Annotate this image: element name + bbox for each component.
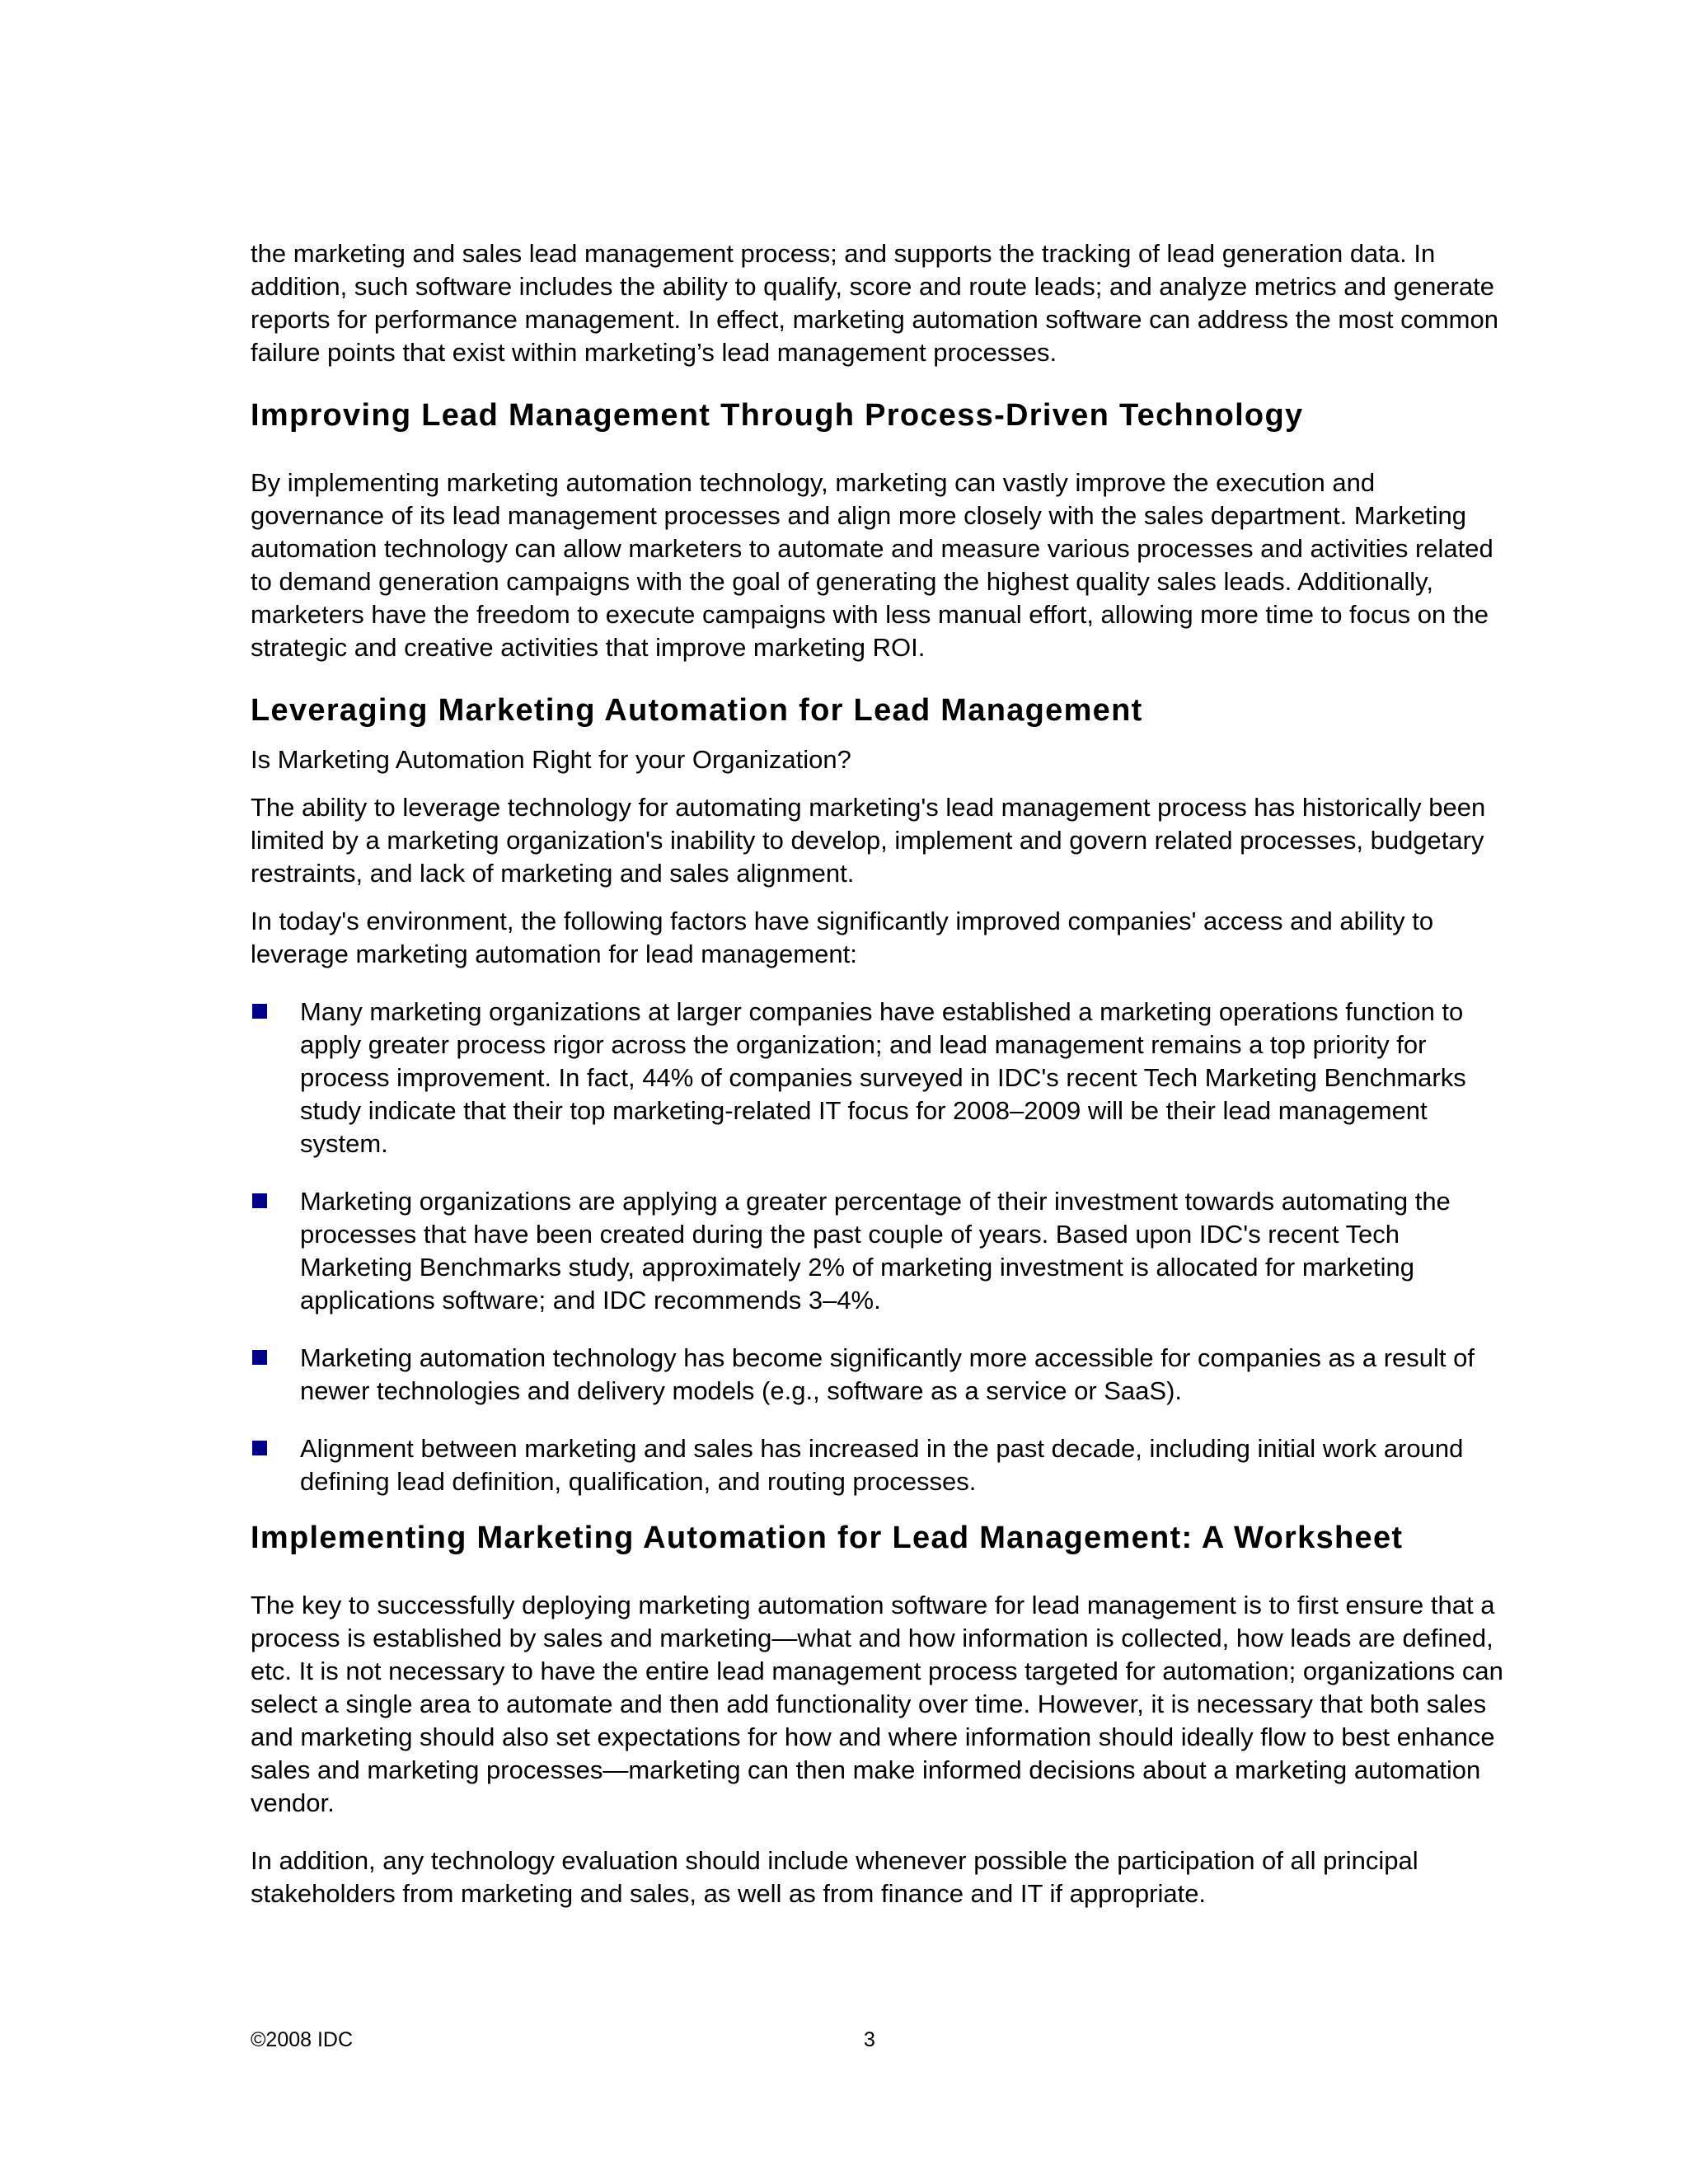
square-bullet-icon xyxy=(252,1350,267,1365)
square-bullet-icon xyxy=(252,1004,267,1019)
section-heading-improving: Improving Lead Management Through Process-Driven Technology xyxy=(251,398,1304,433)
bullet-text: Marketing automation technology has become significantly more accessible for companies as a result of newer technologies and delivery models (e.g., software as a service or SaaS). xyxy=(300,1343,1475,1405)
list-item xyxy=(251,1432,1503,1498)
list-item xyxy=(251,1342,1503,1408)
list-item xyxy=(251,996,1503,1160)
square-bullet-icon xyxy=(252,1193,267,1208)
ability-paragraph: The ability to leverage technology for automating marketing's lead management process has historically been limited by a marketing organization's inability to develop, implement and govern related processes, budgetary restraints, and lack of marketing and sales alignment. xyxy=(251,793,1486,888)
key-paragraph: The key to successfully deploying marketing automation software for lead management is to first ensure that a process is established by sales and marketing—what and how information is collected, how leads are defined, etc. It is not necessary to have the entire lead management process targeted for automation; organizations can select a single area to automate and then add functionality over time. However, it is necessary that both sales and marketing should also set expectations for how and where information should ideally flow to best enhance sales and marketing processes—marketing can then make informed decisions about a marketing automation vendor. xyxy=(251,1591,1503,1817)
intro-paragraph: the marketing and sales lead management process; and supports the tracking of lead generation data. In addition, such software includes the ability to qualify, score and route leads; and analyze metrics and generate reports for performance management. In effect, marketing automation software can address the most common failure points that exist within marketing’s lead management processes. xyxy=(251,239,1498,367)
square-bullet-icon xyxy=(252,1441,267,1455)
factors-paragraph: In today's environment, the following factors have significantly improved companies' access and ability to leverage marketing automation for lead management: xyxy=(251,907,1434,968)
bullet-text: Many marketing organizations at larger companies have established a marketing operations function to apply greater process rigor across the organization; and lead management remains a top priority for process improvement. In fact, 44% of companies surveyed in IDC's recent Tech Marketing Benchmarks study indicate that their top marketing-related IT focus for 2008–2009 will be their lead management system. xyxy=(300,997,1466,1158)
improving-paragraph: By implementing marketing automation technology, marketing can vastly improve the execution and governance of its lead management processes and align more closely with the sales department. Marketing automation technology can allow marketers to automate and measure various processes and activities related to demand generation campaigns with the goal of generating the highest quality sales leads. Additionally, marketers have the freedom to execute campaigns with less manual effort, allowing more time to focus on the strategic and creative activities that improve marketing ROI. xyxy=(251,468,1493,662)
section-heading-leveraging: Leveraging Marketing Automation for Lead Management xyxy=(251,693,1143,728)
footer-copyright: ©2008 IDC xyxy=(251,2028,354,2051)
footer-page-number: 3 xyxy=(864,2028,875,2051)
document-page xyxy=(251,237,1503,1910)
factors-bullet-list xyxy=(251,996,1503,1498)
bullet-text: Marketing organizations are applying a greater percentage of their investment towards automating the processes that have been created during the past couple of years. Based upon IDC's recent Tech Marketing Benchmarks study, approximately 2% of marketing investment is allocated for marketing applications software; and IDC recommends 3–4%. xyxy=(300,1187,1451,1315)
section-heading-implementing: Implementing Marketing Automation for Lead Management: A Worksheet xyxy=(251,1521,1404,1555)
list-item xyxy=(251,1185,1503,1317)
question-paragraph: Is Marketing Automation Right for your Organization? xyxy=(251,745,851,774)
bullet-text: Alignment between marketing and sales has increased in the past decade, including initial work around defining lead definition, qualification, and routing processes. xyxy=(300,1434,1464,1496)
addition-paragraph: In addition, any technology evaluation should include whenever possible the participation of all principal stakeholders from marketing and sales, as well as from finance and IT if appropriate. xyxy=(251,1846,1418,1908)
